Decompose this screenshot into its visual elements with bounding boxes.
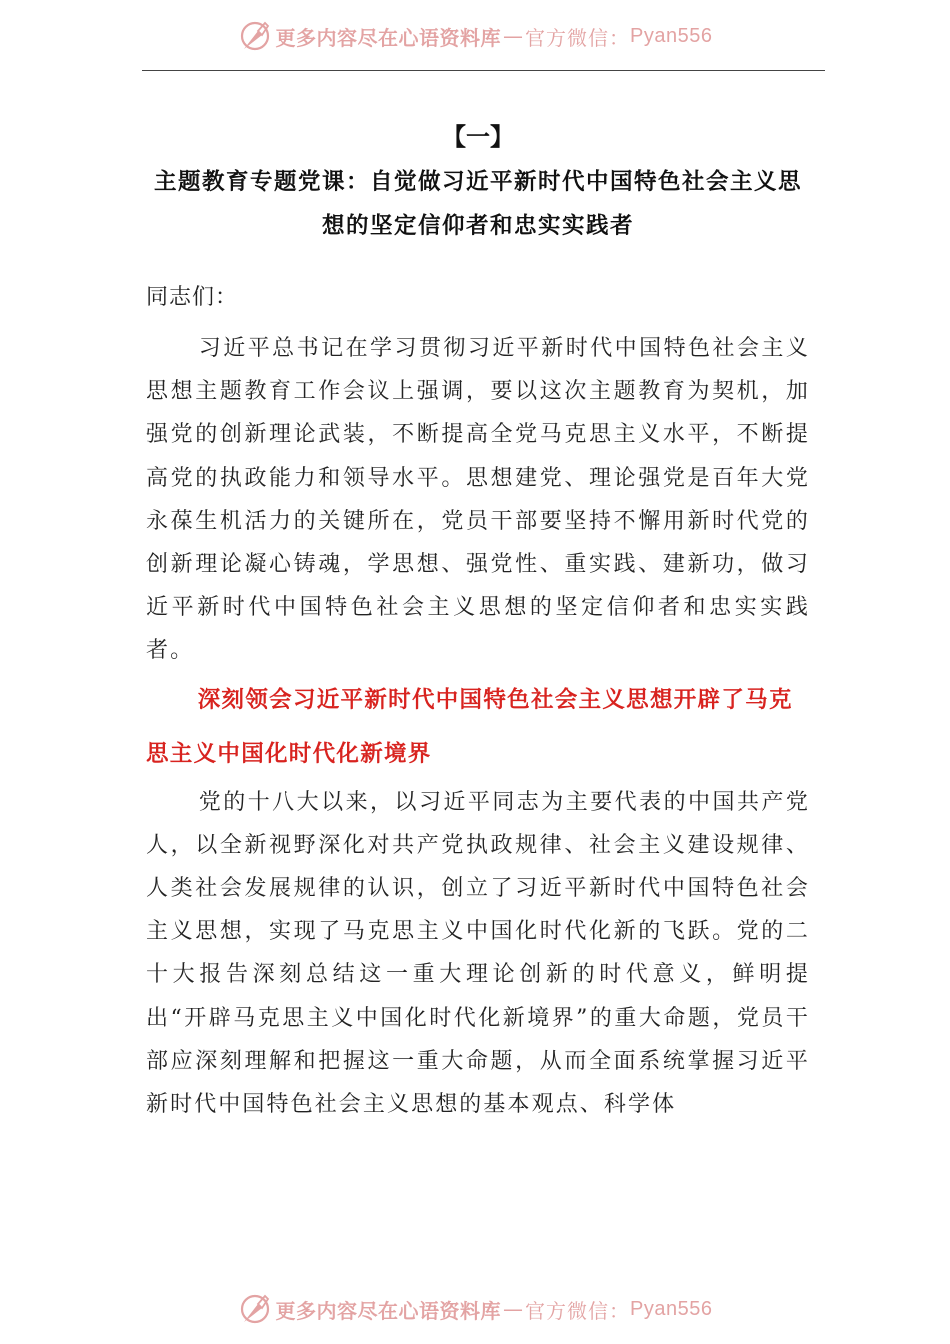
watermark-wechat-id: Pyan556: [630, 1297, 713, 1320]
section-number: 【一】: [442, 123, 514, 151]
watermark-label: 官方微信：: [525, 25, 631, 50]
footer-watermark: [0, 1289, 950, 1329]
watermark-label: 官方微信：: [525, 1298, 631, 1323]
section-heading: 深刻领会习近平新时代中国特色社会主义思想开辟了马克思主义中国化时代化新境界: [146, 686, 793, 767]
pen-nib-logo-icon: [238, 19, 272, 53]
paragraph-intro: 习近平总书记在学习贯彻习近平新时代中国特色社会主义思想主题教育工作会议上强调，要以这次主题教育为契机，加强党的创新理论武装，不断提高全党马克思主义水平，不断提高党的执政能力和领导水平。思想建党、理论强党是百年大党永葆生机活力的关键所在，党员干部要坚持不懈用新时代党的创新理论凝心铸魂，学思想、强党性、重实践、建新功，做习近平新时代中国特色社会主义思想的坚定信仰者和忠实实践者。: [146, 336, 810, 664]
paragraph-body: 党的十八大以来，以习近平同志为主要代表的中国共产党人，以全新视野深化对共产党执政规律、社会主义建设规律、人类社会发展规律的认识，创立了习近平新时代中国特色社会主义思想，实现了马克思主义中国化时代化新的飞跃。党的二十大报告深刻总结这一重大理论创新的时代意义，鲜明提出“开辟马克思主义中国化时代化新境界”的重大命题，党员干部应深刻理解和把握这一重大命题，从而全面系统掌握习近平新时代中国特色社会主义思想的基本观点、科学体: [146, 789, 810, 1118]
header-divider: [142, 70, 825, 71]
pen-nib-logo-icon: [238, 1292, 272, 1326]
watermark-dash: —: [503, 24, 524, 48]
watermark-text: 更多内容尽在心语资料库: [275, 25, 502, 50]
watermark-wechat-id: Pyan556: [630, 24, 713, 47]
document-body: [146, 114, 810, 1126]
header-watermark: [0, 16, 950, 56]
salutation: 同志们：: [146, 285, 239, 310]
watermark-dash: —: [503, 1297, 524, 1321]
watermark-text: 更多内容尽在心语资料库: [275, 1298, 502, 1323]
document-title: 主题教育专题党课：自觉做习近平新时代中国特色社会主义思想的坚定信仰者和忠实实践者: [153, 169, 802, 239]
